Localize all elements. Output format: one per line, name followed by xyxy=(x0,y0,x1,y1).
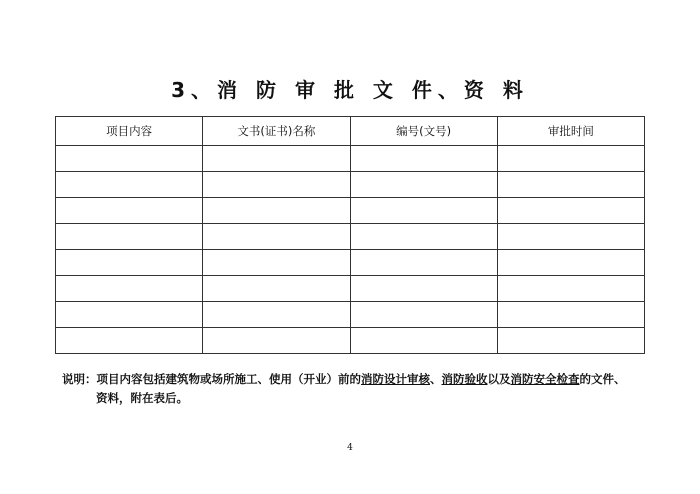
table-cell-document-number[interactable] xyxy=(350,146,497,172)
page-title: 3、消 防 审 批 文 件、资 料 xyxy=(171,78,529,102)
table-body xyxy=(56,146,645,354)
note-label: 说明： xyxy=(62,372,97,386)
table-header-row xyxy=(56,117,645,146)
table-row xyxy=(56,302,645,328)
table-cell-document-name[interactable] xyxy=(203,172,350,198)
note-text-part2: 的文件、 xyxy=(579,372,626,386)
table-cell-project-content[interactable] xyxy=(56,302,203,328)
table-row xyxy=(56,198,645,224)
column-header-document-name: 文书(证书)名称 xyxy=(203,117,350,146)
table-cell-document-number[interactable] xyxy=(350,250,497,276)
table-row xyxy=(56,276,645,302)
table-cell-document-number[interactable] xyxy=(350,224,497,250)
table-row xyxy=(56,146,645,172)
note-term-design-review: 消防设计审核 xyxy=(361,372,430,386)
table-row xyxy=(56,172,645,198)
table-cell-project-content[interactable] xyxy=(56,146,203,172)
table-cell-document-name[interactable] xyxy=(203,302,350,328)
table-cell-project-content[interactable] xyxy=(56,250,203,276)
note-text-part1: 项目内容包括建筑物或场所施工、使用（开业）前的 xyxy=(96,372,361,386)
table-cell-approval-date[interactable] xyxy=(497,302,644,328)
column-header-project-content: 项目内容 xyxy=(56,117,203,146)
table-cell-project-content[interactable] xyxy=(56,224,203,250)
table-cell-approval-date[interactable] xyxy=(497,146,644,172)
table-cell-project-content[interactable] xyxy=(56,172,203,198)
table-cell-document-number[interactable] xyxy=(350,328,497,354)
note-line-2: 资料，附在表后。 xyxy=(96,391,188,405)
explanation-note xyxy=(62,370,652,408)
table-cell-document-number[interactable] xyxy=(350,302,497,328)
table-cell-document-name[interactable] xyxy=(203,224,350,250)
table-row xyxy=(56,328,645,354)
table-cell-project-content[interactable] xyxy=(56,198,203,224)
table-cell-approval-date[interactable] xyxy=(497,328,644,354)
table-cell-project-content[interactable] xyxy=(56,276,203,302)
note-term-acceptance: 消防验收 xyxy=(441,372,488,386)
column-header-approval-date: 审批时间 xyxy=(497,117,644,146)
table-cell-approval-date[interactable] xyxy=(497,224,644,250)
note-separator: 、 xyxy=(430,372,442,386)
table-cell-approval-date[interactable] xyxy=(497,198,644,224)
page-number: 4 xyxy=(347,443,353,453)
table-cell-document-name[interactable] xyxy=(203,276,350,302)
column-header-document-number: 编号(文号) xyxy=(350,117,497,146)
table-cell-approval-date[interactable] xyxy=(497,276,644,302)
note-text-mid: 以及 xyxy=(487,372,511,386)
table-row xyxy=(56,250,645,276)
table-cell-project-content[interactable] xyxy=(56,328,203,354)
table-cell-document-number[interactable] xyxy=(350,198,497,224)
table-row xyxy=(56,224,645,250)
approval-documents-table xyxy=(55,116,645,354)
note-term-safety-inspection: 消防安全检查 xyxy=(510,372,580,386)
table-cell-document-name[interactable] xyxy=(203,198,350,224)
table-cell-document-name[interactable] xyxy=(203,250,350,276)
table-cell-document-number[interactable] xyxy=(350,172,497,198)
table-cell-approval-date[interactable] xyxy=(497,250,644,276)
table-cell-document-name[interactable] xyxy=(203,146,350,172)
table-cell-approval-date[interactable] xyxy=(497,172,644,198)
table-cell-document-number[interactable] xyxy=(350,276,497,302)
table-cell-document-name[interactable] xyxy=(203,328,350,354)
